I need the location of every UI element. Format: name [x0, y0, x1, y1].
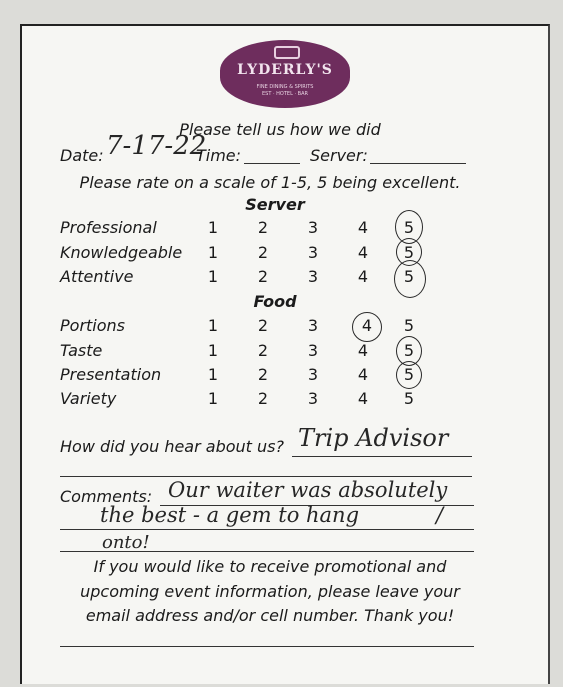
comments-label: Comments:	[60, 487, 153, 506]
rating-option[interactable]: 2	[257, 365, 269, 384]
intro-text: Please tell us how we did	[179, 120, 381, 139]
comment-rule-3	[60, 551, 474, 552]
rating-label-attentive: Attentive	[60, 267, 134, 286]
selection-circle	[352, 312, 382, 342]
date-value[interactable]: 7-17-22	[106, 131, 207, 161]
date-label: Date:	[60, 146, 104, 165]
promo-line-2: upcoming event information, please leave your	[80, 582, 460, 601]
rating-option[interactable]: 5	[403, 316, 415, 335]
comment-line-1[interactable]: Our waiter was absolutely	[168, 478, 448, 502]
hear-about-label: How did you hear about us?	[60, 437, 284, 456]
rating-option[interactable]: 2	[257, 341, 269, 360]
rating-option[interactable]: 5	[403, 389, 415, 408]
promo-line-1: If you would like to receive promotional and	[93, 557, 447, 576]
rating-option[interactable]: 3	[307, 316, 319, 335]
rating-option[interactable]: 1	[207, 267, 219, 286]
comment-rule-2	[60, 529, 474, 530]
rating-label-professional: Professional	[60, 218, 157, 237]
time-field[interactable]	[244, 163, 300, 164]
comment-line-2-end: /	[436, 503, 444, 527]
rating-label-portions: Portions	[60, 316, 125, 335]
rating-option[interactable]: 1	[207, 218, 219, 237]
rating-label-taste: Taste	[60, 341, 103, 360]
rating-option[interactable]: 2	[257, 316, 269, 335]
rating-option[interactable]: 3	[307, 243, 319, 262]
rating-option[interactable]: 5	[403, 267, 415, 286]
rating-option[interactable]: 3	[307, 365, 319, 384]
comment-line-2[interactable]: the best - a gem to hang	[100, 503, 360, 527]
rating-label-variety: Variety	[60, 389, 117, 408]
scale-instructions: Please rate on a scale of 1-5, 5 being excellent.	[79, 173, 461, 192]
logo-tagline	[230, 84, 340, 98]
food-section-title: Food	[253, 292, 297, 311]
rating-option[interactable]: 3	[307, 389, 319, 408]
logo-subtext: EST · HOTEL · BAR	[262, 91, 308, 97]
server-section-title: Server	[245, 195, 305, 214]
logo-emblem-icon	[274, 46, 300, 59]
rating-option[interactable]: 2	[257, 389, 269, 408]
rating-option[interactable]: 5	[403, 218, 415, 237]
rating-option[interactable]: 4	[361, 316, 373, 335]
rating-option[interactable]: 5	[403, 341, 415, 360]
hear-about-line	[292, 456, 472, 457]
rating-option[interactable]: 2	[257, 267, 269, 286]
hear-about-answer[interactable]: Trip Advisor	[298, 424, 449, 452]
rating-option[interactable]: 4	[357, 341, 369, 360]
rating-label-knowledgeable: Knowledgeable	[60, 243, 183, 262]
rating-option[interactable]: 2	[257, 243, 269, 262]
rating-option[interactable]: 3	[307, 341, 319, 360]
hear-about-line-2	[60, 476, 472, 477]
rating-option[interactable]: 3	[307, 267, 319, 286]
restaurant-logo	[220, 40, 350, 108]
contact-field[interactable]	[60, 646, 474, 647]
rating-option[interactable]: 4	[357, 218, 369, 237]
rating-option[interactable]: 4	[357, 365, 369, 384]
rating-option[interactable]: 1	[207, 389, 219, 408]
rating-option[interactable]: 5	[403, 243, 415, 262]
rating-option[interactable]: 3	[307, 218, 319, 237]
rating-option[interactable]: 5	[403, 365, 415, 384]
rating-option[interactable]: 2	[257, 218, 269, 237]
logo-name: LYDERLY'S	[237, 62, 333, 78]
time-label: Time:	[196, 146, 242, 165]
logo-tagline-text: FINE DINING & SPIRITS	[256, 84, 314, 90]
rating-label-presentation: Presentation	[60, 365, 162, 384]
rating-option[interactable]: 1	[207, 365, 219, 384]
comment-line-3[interactable]: onto!	[102, 532, 150, 553]
promo-line-3: email address and/or cell number. Thank you!	[85, 606, 455, 625]
rating-option[interactable]: 1	[207, 316, 219, 335]
rating-option[interactable]: 1	[207, 341, 219, 360]
rating-option[interactable]: 4	[357, 389, 369, 408]
rating-option[interactable]: 4	[357, 243, 369, 262]
selection-circle	[396, 361, 422, 389]
rating-option[interactable]: 1	[207, 243, 219, 262]
server-label: Server:	[310, 146, 368, 165]
selection-circle	[394, 260, 426, 298]
rating-option[interactable]: 4	[357, 267, 369, 286]
server-field[interactable]	[370, 163, 466, 164]
